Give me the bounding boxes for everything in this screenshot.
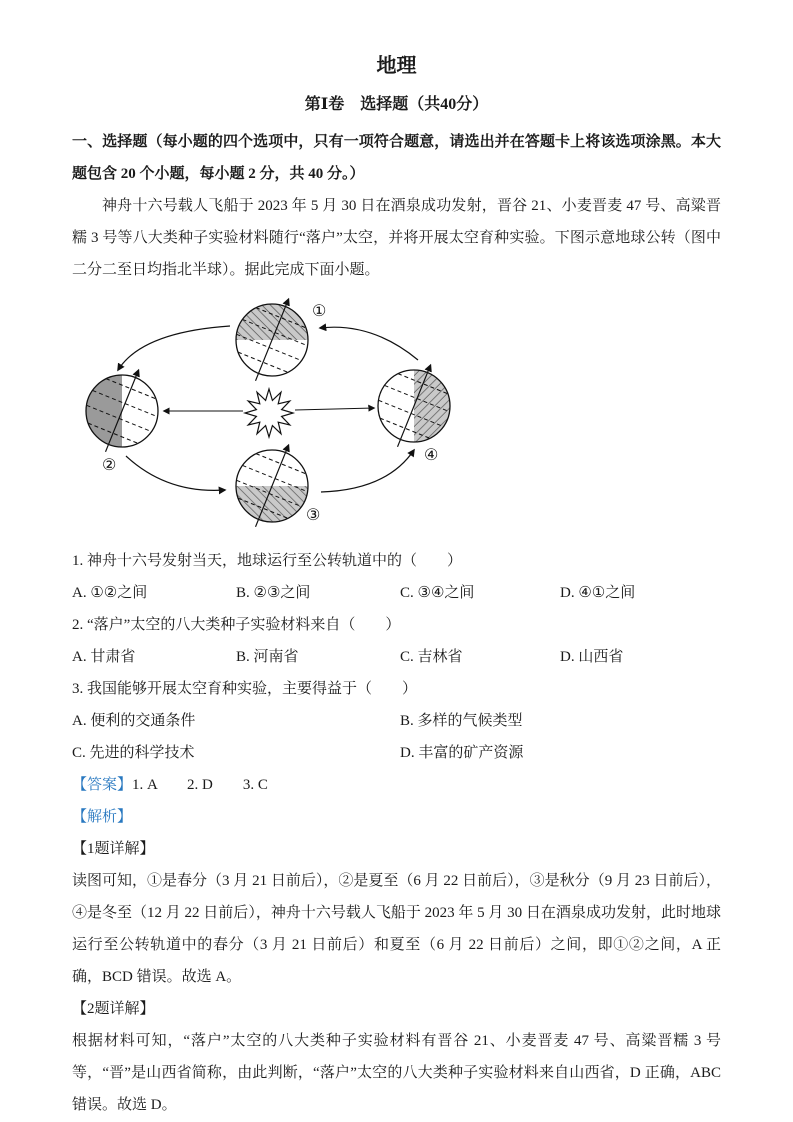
question-2-stem: 2. “落户”太空的八大类种子实验材料来自（ ）: [72, 617, 401, 633]
question-3-option-d: D. 丰富的矿产资源: [400, 745, 524, 761]
answer-label: 【答案】: [72, 777, 133, 793]
section-instructions: 一、选择题（每小题的四个选项中，只有一项符合题意，请选出并在答题卡上将该选项涂黑。本大题包含 20 个小题，每小题 2 分，共 40 分。）: [72, 134, 721, 182]
detail-2-body: 根据材料可知，“落户”太空的八大类种子实验材料有晋谷 21、小麦晋麦 47 号、高粱晋糯 3 号等，“晋”是山西省简称，由此判断，“落户”太空的八大类种子实验材料来自山西省，D 正确，ABC 错误。故选 D。: [72, 1033, 721, 1113]
question-3-options: [72, 705, 721, 769]
question-3: [72, 673, 721, 769]
answer-line: [72, 769, 721, 801]
question-1-option-d: D. ④①之间: [560, 585, 636, 601]
question-3-option-b: B. 多样的气候类型: [400, 713, 523, 729]
answer-text: 1. A 2. D 3. C: [132, 777, 268, 793]
detail-explanation-1: [72, 833, 721, 993]
question-3-stem: 3. 我国能够开展太空育种实验，主要得益于（ ）: [72, 681, 418, 697]
label-position-2: ②: [102, 457, 117, 474]
question-1-option-b: B. ②③之间: [236, 585, 311, 601]
question-2-option-a: A. 甘肃省: [72, 649, 136, 665]
label-position-4: ④: [424, 447, 439, 464]
question-3-option-a: A. 便利的交通条件: [72, 713, 196, 729]
earth-position-1: [223, 294, 321, 394]
analysis-label: 【解析】: [72, 809, 133, 825]
detail-2-heading: 【2题详解】: [72, 1001, 155, 1017]
label-position-3: ③: [306, 507, 321, 524]
question-1-option-a: A. ①②之间: [72, 585, 148, 601]
label-position-1: ①: [312, 303, 327, 320]
detail-explanation-2: [72, 993, 721, 1121]
earth-position-2: [73, 357, 171, 465]
detail-1-heading: 【1题详解】: [72, 841, 155, 857]
question-2-options: [72, 641, 721, 673]
orbit-diagram-svg: [72, 294, 558, 536]
question-2-option-b: B. 河南省: [236, 649, 299, 665]
reading-passage: 神舟十六号载人飞船于 2023 年 5 月 30 日在酒泉成功发射，晋谷 21、小麦晋麦 47 号、高粱晋糯 3 号等八大类种子实验材料随行“落户”太空，并将开展太空育种实验。下图示意地球公转（图中二分二至日均指北半球）。据此完成下面小题。: [72, 198, 721, 278]
page-title: 地理: [376, 55, 417, 77]
question-2-option-d: D. 山西省: [560, 649, 624, 665]
section-header: 第Ⅰ卷 选择题（共40分）: [304, 96, 489, 113]
question-2: [72, 609, 721, 673]
sun-icon: [245, 389, 293, 437]
earth-revolution-diagram: [72, 294, 721, 541]
question-1: [72, 545, 721, 609]
earth-position-4: [365, 352, 463, 460]
question-2-option-c: C. 吉林省: [400, 649, 463, 665]
detail-1-body: 读图可知，①是春分（3 月 21 日前后），②是夏至（6 月 22 日前后），③是秋分（9 月 23 日前后），④是冬至（12 月 22 日前后），神舟十六号载人飞船于 2023 年 5 月 30 日在酒泉成功发射，此时地球运行至公转轨道中的春分（3 月 21 日前后）和夏至（6 月 22 日前后）之间，即①②之间，A 正确，BCD 错误。故选 A。: [72, 873, 721, 985]
question-1-option-c: C. ③④之间: [400, 585, 475, 601]
question-1-options: [72, 577, 721, 609]
analysis-line: [72, 801, 721, 833]
question-3-option-c: C. 先进的科学技术: [72, 745, 195, 761]
question-1-stem: 1. 神舟十六号发射当天，地球运行至公转轨道中的（ ）: [72, 553, 463, 569]
